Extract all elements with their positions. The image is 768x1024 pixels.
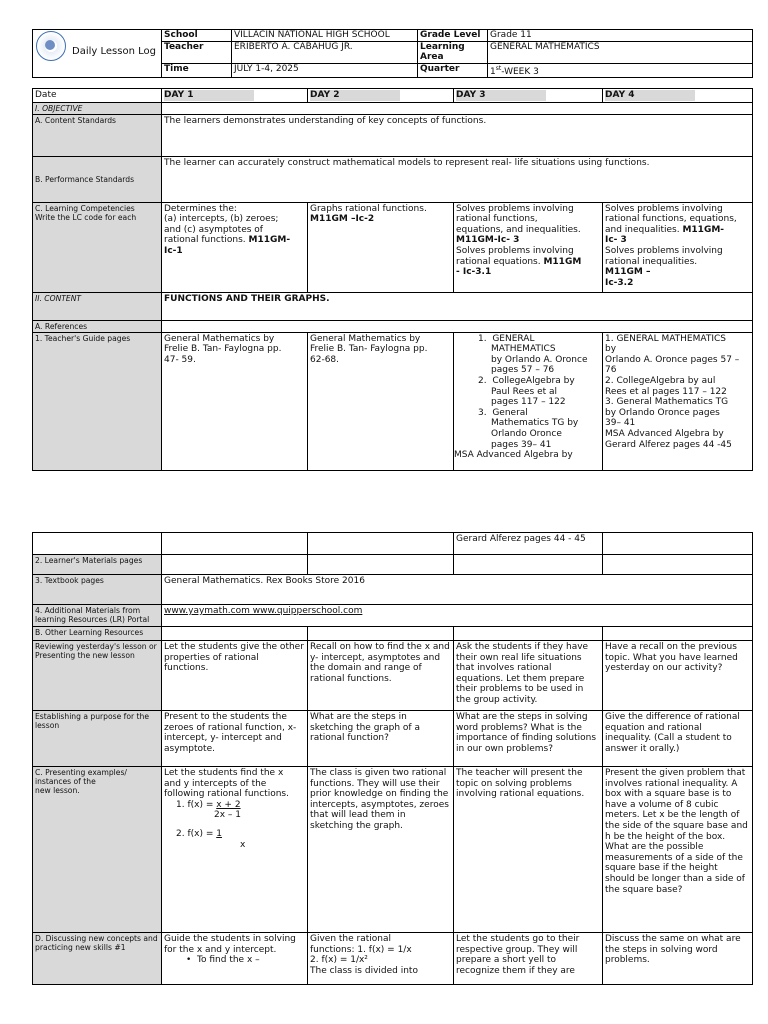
quarter-label: Quarter (418, 64, 488, 78)
tg-day-1: General Mathematics by Frelie B. Tan- Faylogna pp. 47- 59. (162, 332, 308, 470)
review-day-4: Have a recall on the previous topic. What you have learned yesterday on our activity? (603, 641, 753, 711)
review-day-1: Let the students give the other properties of rational functions. (162, 641, 308, 711)
objective-label: I. OBJECTIVE (33, 102, 162, 114)
content-standards-value: The learners demonstrates understanding of key concepts of functions. (162, 114, 753, 156)
learning-competencies-label: C. Learning Competencies Write the LC code for each (33, 202, 162, 292)
discussing-day-1: Guide the students in solving for the x and y intercept. • To find the x – (162, 933, 308, 985)
school-value: VILLACIN NATIONAL HIGH SCHOOL (232, 30, 418, 42)
additional-materials-value (162, 605, 753, 627)
lesson-table-page-1 (32, 88, 753, 471)
purpose-day-1: Present to the students the zeroes of rational function, x- intercept, y- intercept and asymptote. (162, 711, 308, 767)
references-label: A. References (33, 320, 162, 332)
teacher-label: Teacher (162, 42, 232, 64)
learning-area-value: GENERAL MATHEMATICS (488, 42, 753, 64)
tg-day-4: 1. GENERAL MATHEMATICS by Orlando A. Oronce pages 57 – 76 2. CollegeAlgebra by aul Rees et al pages 117 – 122 3. General Mathematics TG by Orlando Oronce pages 39– 41 MSA Advanced Algebra by Gerard Alferez pages 44 -45 (603, 332, 753, 470)
presenting-day-2: The class is given two rational functions. They will use their prior knowledge on finding the intercepts, asymptotes, zeroes that will lead them in sketching the graph. (308, 767, 454, 933)
reviewing-lesson-label: Reviewing yesterday's lesson or Presenting the new lesson (33, 641, 162, 711)
discussing-day-3: Let the students go to their respective group. They will prepare a short yell to recognize them if they are (454, 933, 603, 985)
header-table (32, 29, 753, 78)
content-standards-label: A. Content Standards (33, 114, 162, 156)
other-resources-label: B. Other Learning Resources (33, 627, 162, 641)
lc-day-3: Solves problems involving rational functions, equations, and inequalities. M11GM-Ic- 3 Solves problems involving rational equations. M11GM - Ic-3.1 (454, 202, 603, 292)
discussing-concepts-label: D. Discussing new concepts and practicing new skills #1 (33, 933, 162, 985)
performance-standards-label: B. Performance Standards (33, 156, 162, 202)
additional-materials-label: 4. Additional Materials from learning Resources (LR) Portal (33, 605, 162, 627)
teachers-guide-label: 1. Teacher's Guide pages (33, 332, 162, 470)
grade-level-value: Grade 11 (488, 30, 753, 42)
discussing-day-4: Discuss the same on what are the steps in solving word problems. (603, 933, 753, 985)
presenting-examples-label: C. Presenting examples/ instances of the new lesson. (33, 767, 162, 933)
learners-materials-label: 2. Learner's Materials pages (33, 555, 162, 575)
discussing-day-2: Given the rational functions: 1. f(x) = 1/x 2. f(x) = 1/x² The class is divided into (308, 933, 454, 985)
review-day-2: Recall on how to find the x and y- intercept, asymptotes and the domain and range of rational functions. (308, 641, 454, 711)
day-2-header: DAY 2 (308, 89, 454, 103)
grade-level-label: Grade Level (418, 30, 488, 42)
establishing-purpose-label: Establishing a purpose for the lesson (33, 711, 162, 767)
school-label: School (162, 30, 232, 42)
date-label: Date (33, 89, 162, 103)
presenting-day-3: The teacher will present the topic on solving problems involving rational equations. (454, 767, 603, 933)
lc-day-1: Determines the: (a) intercepts, (b) zeroes; and (c) asymptotes of rational functions. M11GM- Ic-1 (162, 202, 308, 292)
quarter-value: 1st-WEEK 3 (488, 64, 753, 78)
lc-day-4: Solves problems involving rational functions, equations, and inequalities. M11GM- Ic- 3 Solves problems involving rational inequalities. M11GM – Ic-3.2 (603, 202, 753, 292)
resource-links[interactable]: www.yaymath.com www.quipperschool.com (164, 606, 363, 616)
purpose-day-3: What are the steps in solving word problems? What is the importance of finding solutions in our own problems? (454, 711, 603, 767)
content-value: FUNCTIONS AND THEIR GRAPHS. (162, 292, 753, 320)
purpose-day-2: What are the steps in sketching the graph of a rational function? (308, 711, 454, 767)
review-day-3: Ask the students if they have their own real life situations that involves rational equations. Let them prepare their problems to be used in the group activity. (454, 641, 603, 711)
performance-standards-value: The learner can accurately construct mathematical models to represent real- life situations using functions. (162, 156, 753, 202)
tg-day-3: 1. GENERAL MATHEMATICS by Orlando A. Oronce pages 57 – 76 2. CollegeAlgebra by Paul Rees et al pages 117 – 122 3. General Mathematics TG by Orlando Oronce pages 39– 41 MSA Advanced Algebra by (454, 332, 603, 470)
day-3-header: DAY 3 (454, 89, 603, 103)
fraction-numerator: x + 2 (216, 799, 241, 810)
time-value: JULY 1-4, 2025 (232, 64, 418, 78)
purpose-day-4: Give the difference of rational equation and rational inequality. (Call a student to answer it orally.) (603, 711, 753, 767)
day-1-header: DAY 1 (162, 89, 308, 103)
textbook-pages-label: 3. Textbook pages (33, 575, 162, 605)
teacher-value: ERIBERTO A. CABAHUG JR. (232, 42, 418, 64)
tg-day-2: General Mathematics by Frelie B. Tan- Faylogna pp. 62-68. (308, 332, 454, 470)
lesson-table-page-2 (32, 532, 753, 985)
learning-area-label: Learning Area (418, 42, 488, 64)
time-label: Time (162, 64, 232, 78)
content-label: II. CONTENT (33, 292, 162, 320)
document-title: Daily Lesson Log (72, 46, 156, 57)
fraction-denominator: 2x – 1 (214, 810, 241, 821)
lc-day-2: Graphs rational functions. M11GM –Ic-2 (308, 202, 454, 292)
presenting-day-1: Let the students find the x and y intercepts of the following rational functions. 1. f(x) = x + 2 2x – 1 2. f(x) = 1 x (162, 767, 308, 933)
day-4-header: DAY 4 (603, 89, 753, 103)
presenting-day-4: Present the given problem that involves rational inequality. A box with a square base is to have a volume of 8 cubic meters. Let x be the length of the side of the square base and h be the height of the box. What are the possible measurements of a side of the square base if the height should be longer than a side of the square base? (603, 767, 753, 933)
textbook-pages-value: General Mathematics. Rex Books Store 2016 (162, 575, 753, 605)
tg-day-3-continued: Gerard Alferez pages 44 - 45 (454, 533, 603, 555)
